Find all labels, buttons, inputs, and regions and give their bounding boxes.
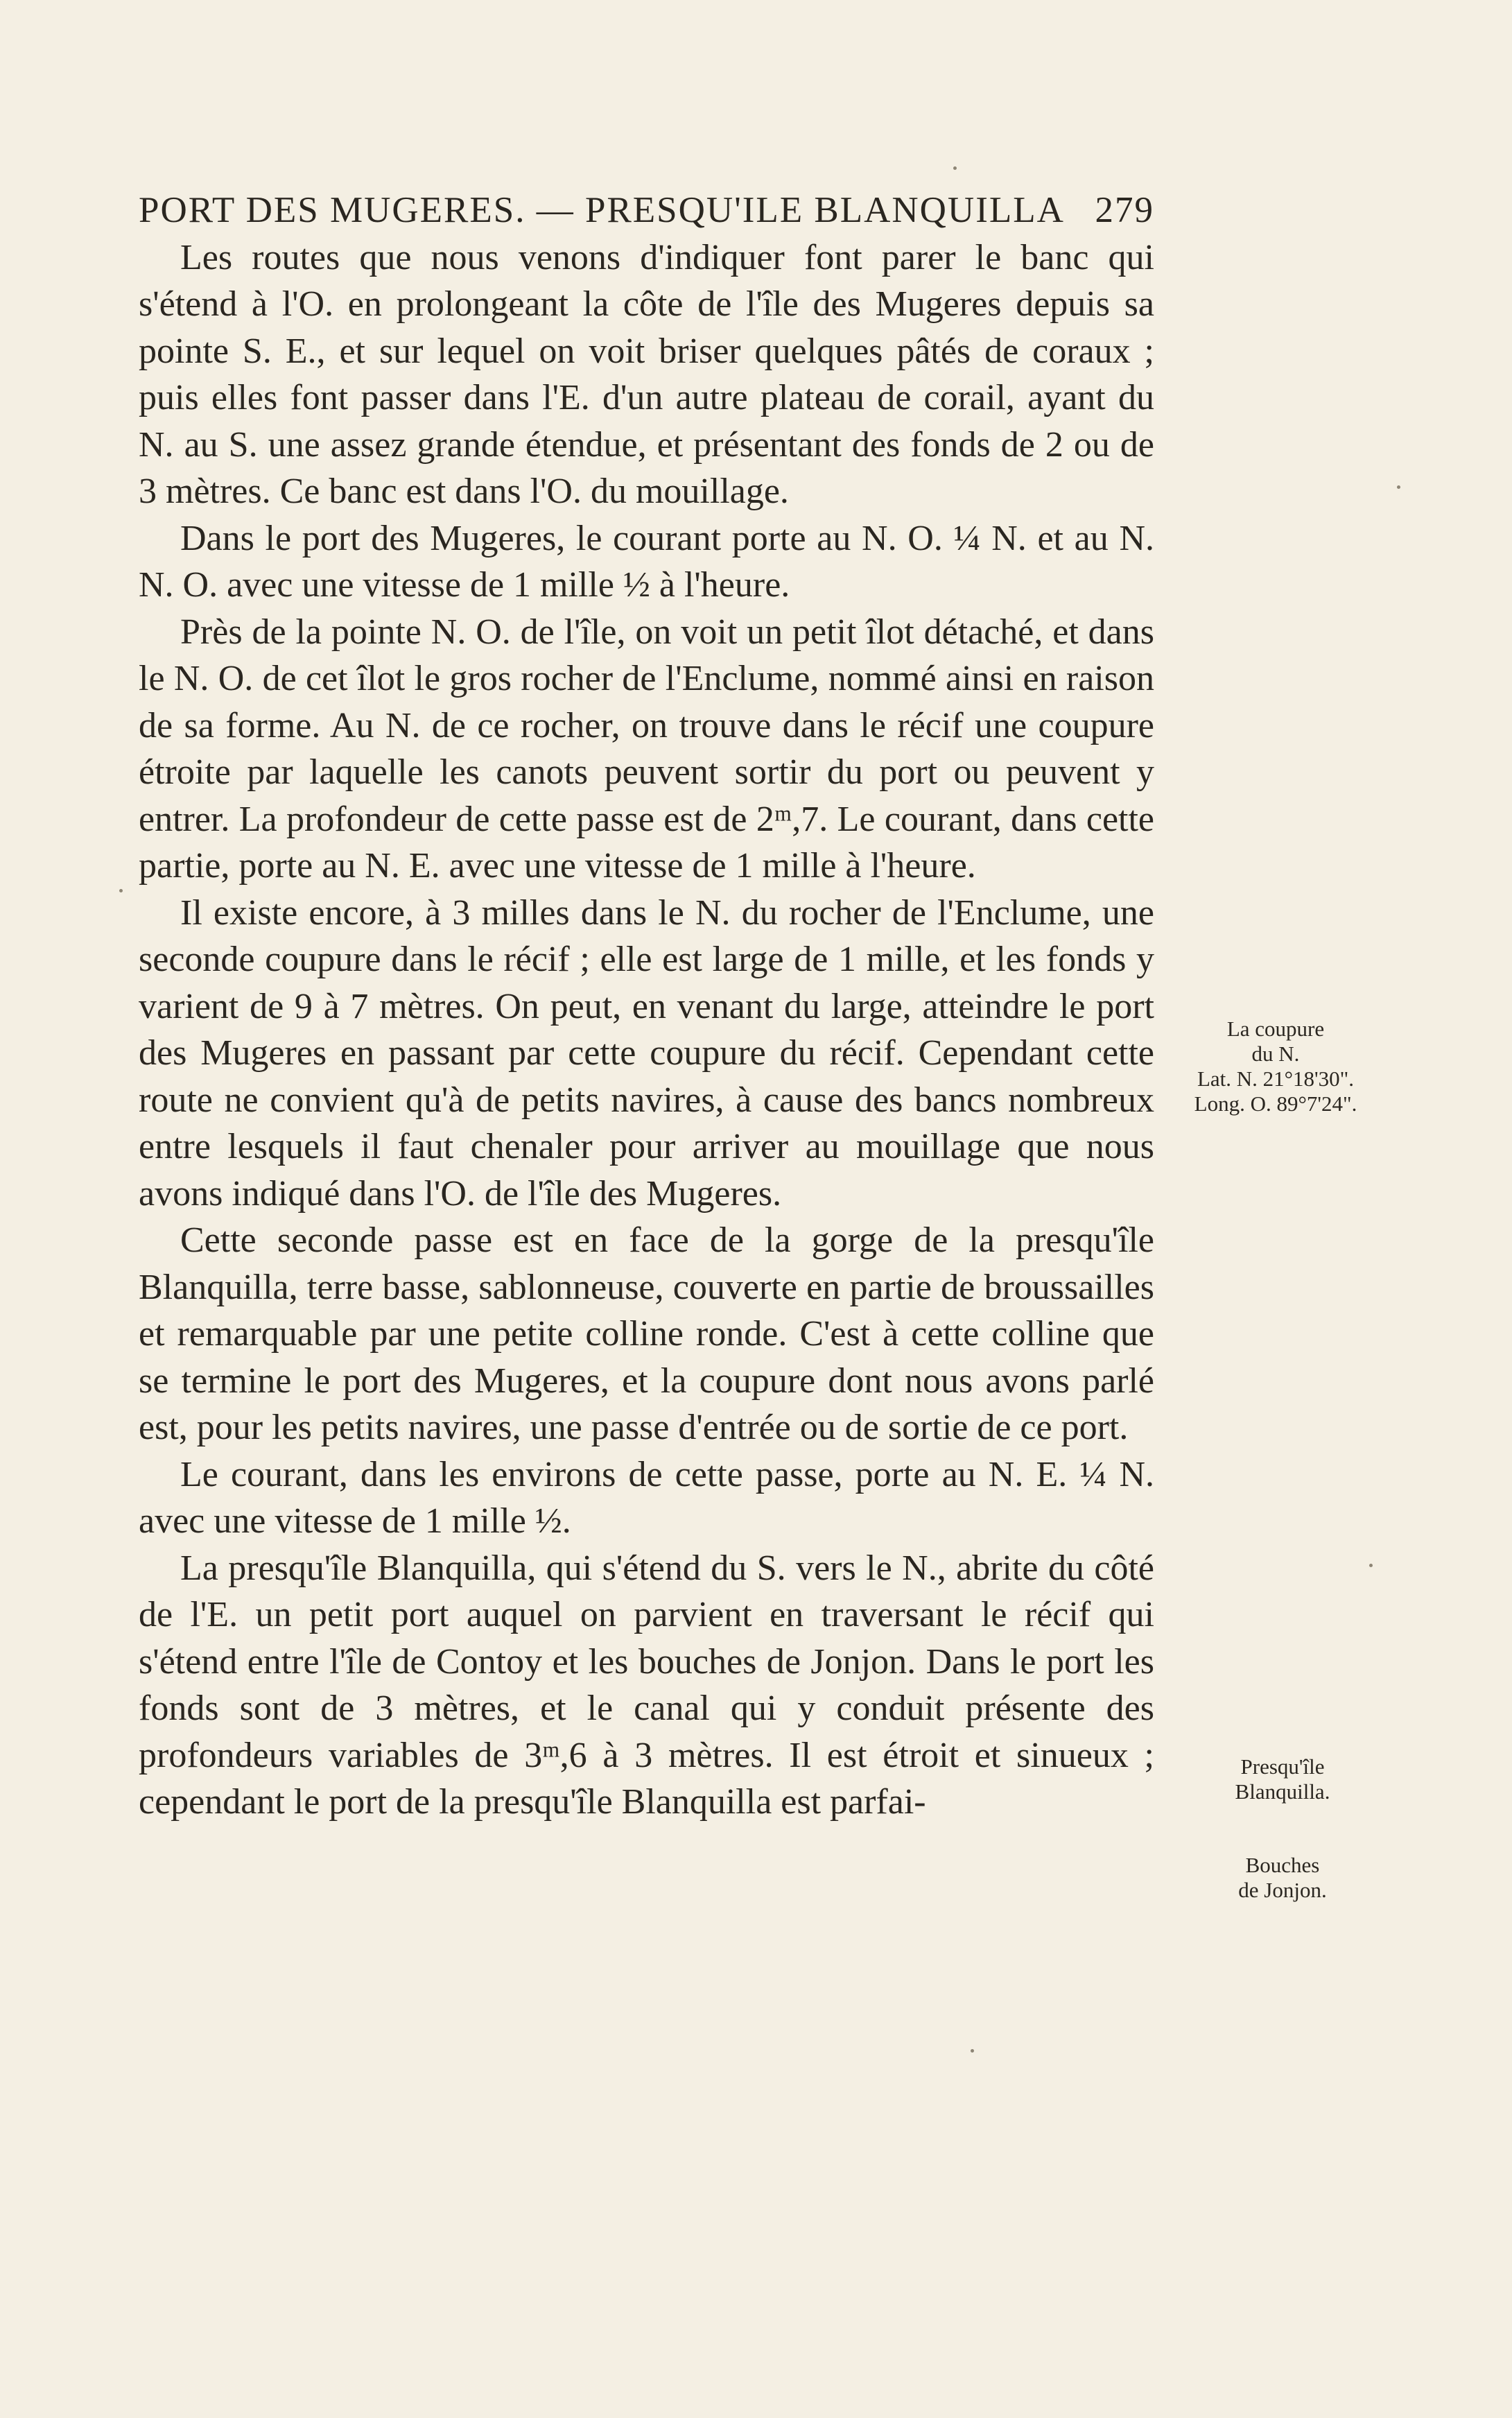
- sidenote-bouches: [1213, 1853, 1352, 1903]
- sidenote-coupure: [1172, 1017, 1380, 1116]
- sidenote-line: Lat. N. 21°18'30".: [1197, 1066, 1355, 1091]
- paper-speck: [1397, 485, 1400, 489]
- sidenote-presquile: [1213, 1754, 1352, 1804]
- page-number: 279: [1095, 190, 1154, 230]
- sidenote-line: Blanquilla.: [1235, 1779, 1330, 1804]
- running-head: [139, 187, 1154, 234]
- paragraph: Il existe encore, à 3 milles dans le N. du rocher de l'Enclume, une seconde coupure dans le récif ; elle est large de 1 mille, et les fonds y varient de 9 à 7 mètres. On peut, en venant du large, atteindre le port des Mugeres en passant par cette coupure du récif. Cependant cette route ne convient qu'à de petits navires, à cause des bancs nombreux entre lesquels il faut chenaler pour arriver au mouillage que nous avons indiqué dans l'O. de l'île des Mugeres.: [139, 892, 1154, 1214]
- sidenote-line: Presqu'île: [1240, 1754, 1325, 1779]
- sidenote-line: de Jonjon.: [1238, 1878, 1327, 1902]
- paragraph: Près de la pointe N. O. de l'île, on voit un petit îlot détaché, et dans le N. O. de cet îlot le gros rocher de l'Enclume, nommé ainsi en raison de sa forme. Au N. de ce rocher, on trouve dans le récif une coupure étroite par laquelle les canots peuvent sortir du port ou peuvent y entrer. La profondeur de cette passe est de 2ᵐ,7. Le courant, dans cette partie, porte au N. E. avec une vitesse de 1 mille à l'heure.: [139, 612, 1154, 886]
- paragraph: Dans le port des Mugeres, le courant porte au N. O. ¼ N. et au N. N. O. avec une vitesse de 1 mille ½ à l'heure.: [139, 518, 1154, 605]
- running-title: PORT DES MUGERES. — PRESQU'ILE BLANQUILLA: [139, 190, 1065, 230]
- paragraph: Les routes que nous venons d'indiquer font parer le banc qui s'étend à l'O. en prolongeant la côte de l'île des Mugeres depuis sa pointe S. E., et sur lequel on voit briser quelques pâtés de coraux ; puis elles font passer dans l'E. d'un autre plateau de corail, ayant du N. au S. une assez grande étendue, et présentant des fonds de 2 ou de 3 mètres. Ce banc est dans l'O. du mouillage.: [139, 237, 1154, 511]
- page-body: [139, 187, 1154, 1826]
- paper-speck: [953, 166, 957, 170]
- paper-speck: [119, 889, 123, 892]
- paragraph: Le courant, dans les environs de cette passe, porte au N. E. ¼ N. avec une vitesse de 1 mille ½.: [139, 1454, 1154, 1541]
- paper-speck: [971, 2049, 974, 2053]
- sidenote-line: du N.: [1251, 1042, 1300, 1066]
- paragraph: Cette seconde passe est en face de la gorge de la presqu'île Blanquilla, terre basse, sablonneuse, couverte en partie de broussailles et remarquable par une petite colline ronde. C'est à cette colline que se termine le port des Mugeres, et la coupure dont nous avons parlé est, pour les petits navires, une passe d'entrée ou de sortie de ce port.: [139, 1220, 1154, 1447]
- paragraph: La presqu'île Blanquilla, qui s'étend du S. vers le N., abrite du côté de l'E. un petit port auquel on parvient en traversant le récif qui s'étend entre l'île de Contoy et les bouches de Jonjon. Dans le port les fonds sont de 3 mètres, et le canal qui y conduit présente des profondeurs variables de 3ᵐ,6 à 3 mètres. Il est étroit et sinueux ; cependant le port de la presqu'île Blanquilla est parfai-: [139, 1548, 1154, 1822]
- sidenote-line: Long. O. 89°7'24".: [1194, 1091, 1357, 1116]
- sidenote-line: La coupure: [1226, 1017, 1325, 1041]
- paper-speck: [1369, 1564, 1373, 1567]
- sidenote-line: Bouches: [1245, 1853, 1320, 1877]
